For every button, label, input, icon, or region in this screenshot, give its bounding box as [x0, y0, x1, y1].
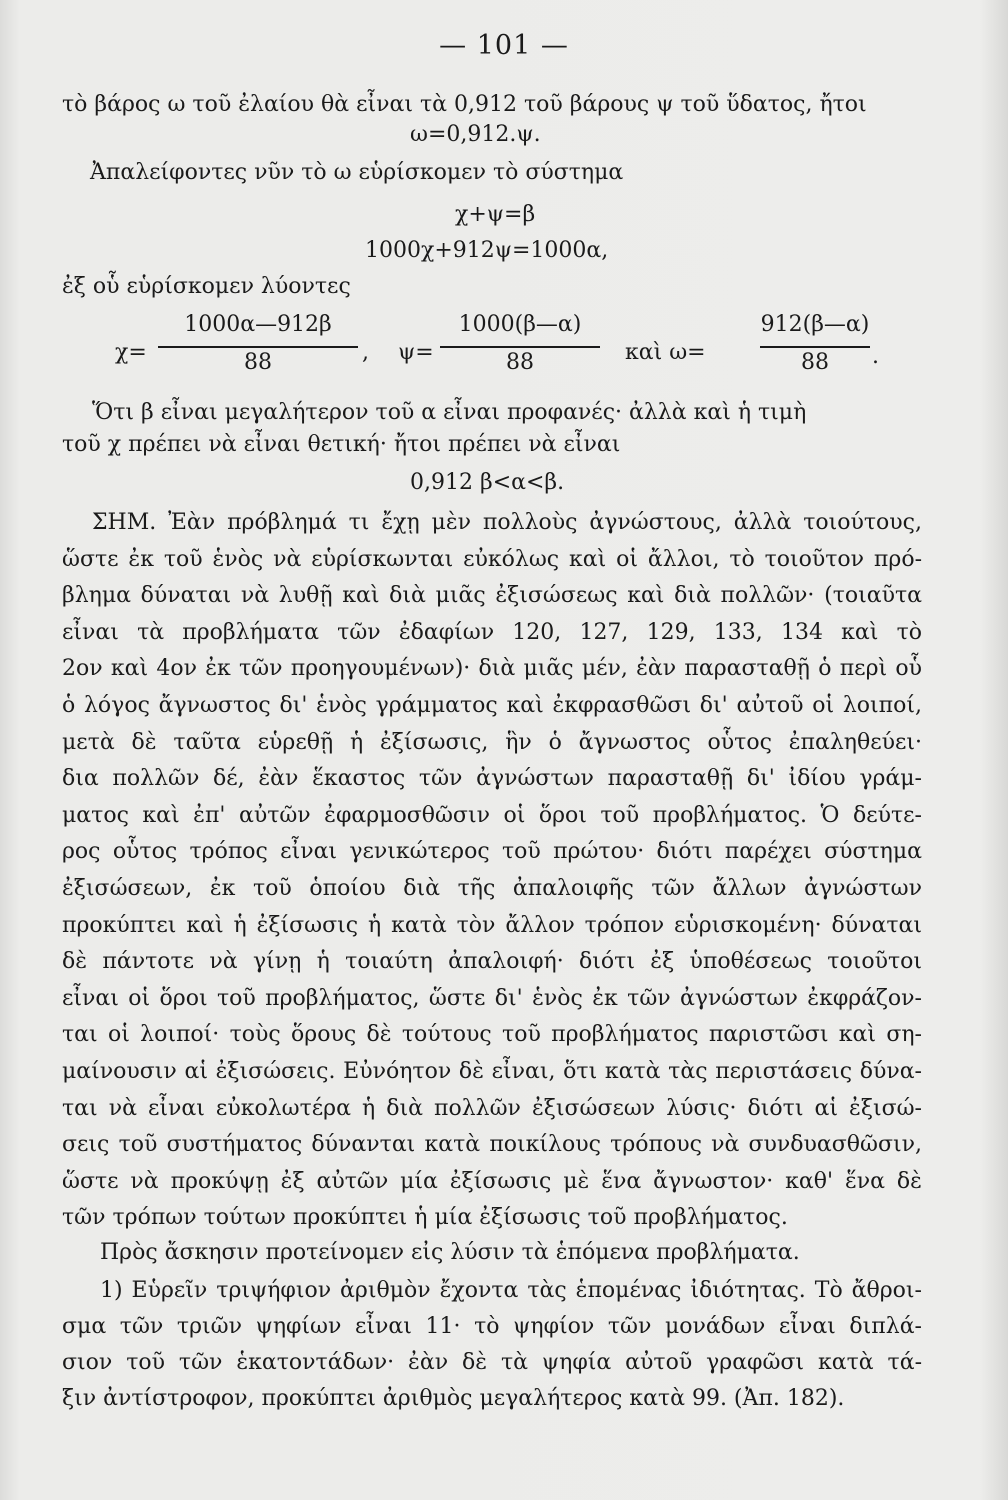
page-number: — 101 — [439, 30, 569, 61]
note-line: μετὰ δὲ ταῦτα εὑρεθῇ ἡ ἐξίσωσις, ἣν ὁ ἄγνωστος οὗτος ἐπαληθεύει· [62, 729, 922, 755]
text-line: Ἀπαλείφοντες νῦν τὸ ω εὑρίσκομεν τὸ σύστημα [90, 160, 624, 185]
note-line: δὲ πάντοτε νὰ γίνῃ ἡ τοιαύτη ἀπαλοιφή· διότι ἐξ ὑποθέσεως τοιοῦτοι [62, 949, 922, 975]
fraction-bar [440, 346, 600, 348]
note-line: ται οἱ λοιποί· τοὺς ὅρους δὲ τούτους τοῦ προβλήματος παριστῶσι καὶ ση- [62, 1022, 922, 1048]
note-line: 2ον καὶ 4ον ἐκ τῶν προηγουμένων)· διὰ μιᾶς μέν, ἐὰν παρασταθῇ ὁ περὶ οὗ [62, 656, 922, 682]
problem-line: σμα τῶν τριῶν ψηφίων εἶναι 11· τὸ ψηφίον τῶν μονάδων εἶναι διπλά- [62, 1314, 922, 1339]
fraction-denominator: 88 [244, 350, 272, 375]
fraction-denominator: 88 [801, 350, 829, 375]
fraction-bar [760, 346, 870, 348]
note-line: εἶναι τὰ προβλήματα τῶν ἐδαφίων 120, 127, 129, 133, 134 καὶ τὸ [62, 619, 922, 645]
note-line: ματος καὶ ἐπ' αὐτῶν ἐφαρμοσθῶσιν οἱ ὅροι τοῦ προβλήματος. Ὁ δεύτε- [62, 802, 922, 828]
problem-line: ξιν ἀντίστροφον, προκύπτει ἀριθμὸς μεγαλήτερος κατὰ 99. (Ἀπ. 182). [62, 1386, 845, 1411]
note-line: ται νὰ εἶναι εὐκολωτέρα ἡ διὰ πολλῶν ἐξισώσεων λύσις· διότι αἱ ἐξισώ- [62, 1095, 922, 1121]
text-line: ἐξ οὗ εὑρίσκομεν λύοντες [62, 274, 351, 299]
fraction-numerator: 1000α—912β [184, 312, 332, 337]
note-line: ὁ λόγος ἄγνωστος δι' ἑνὸς γράμματος καὶ ἐκφρασθῶσι δι' αὐτοῦ οἱ λοιποί, [62, 693, 922, 718]
fraction-numerator: 912(β—α) [760, 312, 870, 337]
problem-line: σιον τοῦ τῶν ἑκατοντάδων· ἐὰν δὲ τὰ ψηφία αὐτοῦ γραφῶσι κατὰ τά- [62, 1350, 922, 1375]
fraction-y [440, 312, 600, 382]
equation-line: 1000χ+912ψ=1000α, [365, 238, 609, 263]
note-line: ρος οὗτος τρόπος εἶναι γενικώτερος τοῦ πρώτου· διότι παρέχει σύστημα [62, 839, 922, 865]
note-line: προκύπτει καὶ ἡ ἐξίσωσις ἡ κατὰ τὸν ἄλλον τρόπον εὑρισκομένη· δύναται [62, 912, 922, 938]
note-line: σεις τοῦ συστήματος δύνανται κατὰ ποικίλους τρόπους νὰ συνδυασθῶσιν, [62, 1132, 922, 1158]
fraction-w [760, 312, 870, 382]
note-line: δια πολλῶν δέ, ἐὰν ἕκαστος τῶν ἀγνώστων παρασταθῇ δι' ἰδίου γράμ- [62, 766, 922, 792]
note-line: ὥστε νὰ προκύψῃ ἐξ αὐτῶν μία ἐξίσωσις μὲ ἕνα ἄγνωστον· καθ' ἕνα δὲ [62, 1168, 922, 1194]
fraction-bar [158, 346, 358, 348]
note-line: ἐξισώσεων, ἐκ τοῦ ὁποίου διὰ τῆς ἀπαλοιφῆς τῶν ἄλλων ἀγνώστων [62, 876, 922, 901]
note-line: ΣΗΜ. Ἐὰν πρόβλημά τι ἔχῃ μὲν πολλοὺς ἀγνώστους, ἀλλὰ τοιούτους, [92, 510, 922, 535]
exercise-intro: Πρὸς ἄσκησιν προτείνομεν εἰς λύσιν τὰ ἑπόμενα προβλήματα. [100, 1240, 800, 1265]
equation-line: 0,912 β<α<β. [410, 470, 565, 495]
note-line: τῶν τρόπων τούτων προκύπτει ἡ μία ἐξίσωσις τοῦ προβλήματος. [62, 1205, 788, 1231]
fraction-denominator: 88 [506, 350, 534, 375]
note-line: εἶναι οἱ ὅροι τοῦ προβλήματος, ὥστε δι' ἑνὸς ἐκ τῶν ἀγνώστων ἐκφράζον- [62, 985, 922, 1011]
equation-line: ω=0,912.ψ. [410, 122, 541, 147]
fraction-numerator: 1000(β—α) [458, 312, 582, 337]
text-line: Ὅτι β εἶναι μεγαλήτερον τοῦ α εἶναι προφανές· ἀλλὰ καὶ ἡ τιμὴ [92, 400, 807, 425]
and-w-equals: καὶ ω= [625, 340, 706, 365]
y-equals: ψ= [398, 340, 434, 365]
note-line: μαίνουσιν αἱ ἐξισώσεις. Εὐνόητον δὲ εἶναι, ὅτι κατὰ τὰς περιστάσεις δύνα- [62, 1059, 922, 1084]
problem-line: 1) Εὑρεῖν τριψήφιον ἀριθμὸν ἔχοντα τὰς ἑπομένας ἰδιότητας. Τὸ ἄθροι- [100, 1278, 922, 1303]
note-line: βλημα δύναται νὰ λυθῇ καὶ διὰ μιᾶς ἐξισώσεως καὶ διὰ πολλῶν· (τοιαῦτα [62, 583, 922, 609]
equation-line: χ+ψ=β [455, 202, 536, 227]
x-equals: χ= [115, 340, 147, 365]
comma: , [362, 340, 369, 365]
text-line: τοῦ χ πρέπει νὰ εἶναι θετική· ἤτοι πρέπει νὰ εἶναι [62, 432, 621, 457]
note-line: ὥστε ἐκ τοῦ ἑνὸς νὰ εὑρίσκωνται εὐκόλως καὶ οἱ ἄλλοι, τὸ τοιοῦτον πρό- [62, 546, 922, 572]
text-line: τὸ βάρος ω τοῦ ἐλαίου θὰ εἶναι τὰ 0,912 τοῦ βάρους ψ τοῦ ὕδατος, ἤτοι [62, 92, 867, 117]
period: . [872, 344, 879, 369]
fraction-x [158, 312, 358, 382]
